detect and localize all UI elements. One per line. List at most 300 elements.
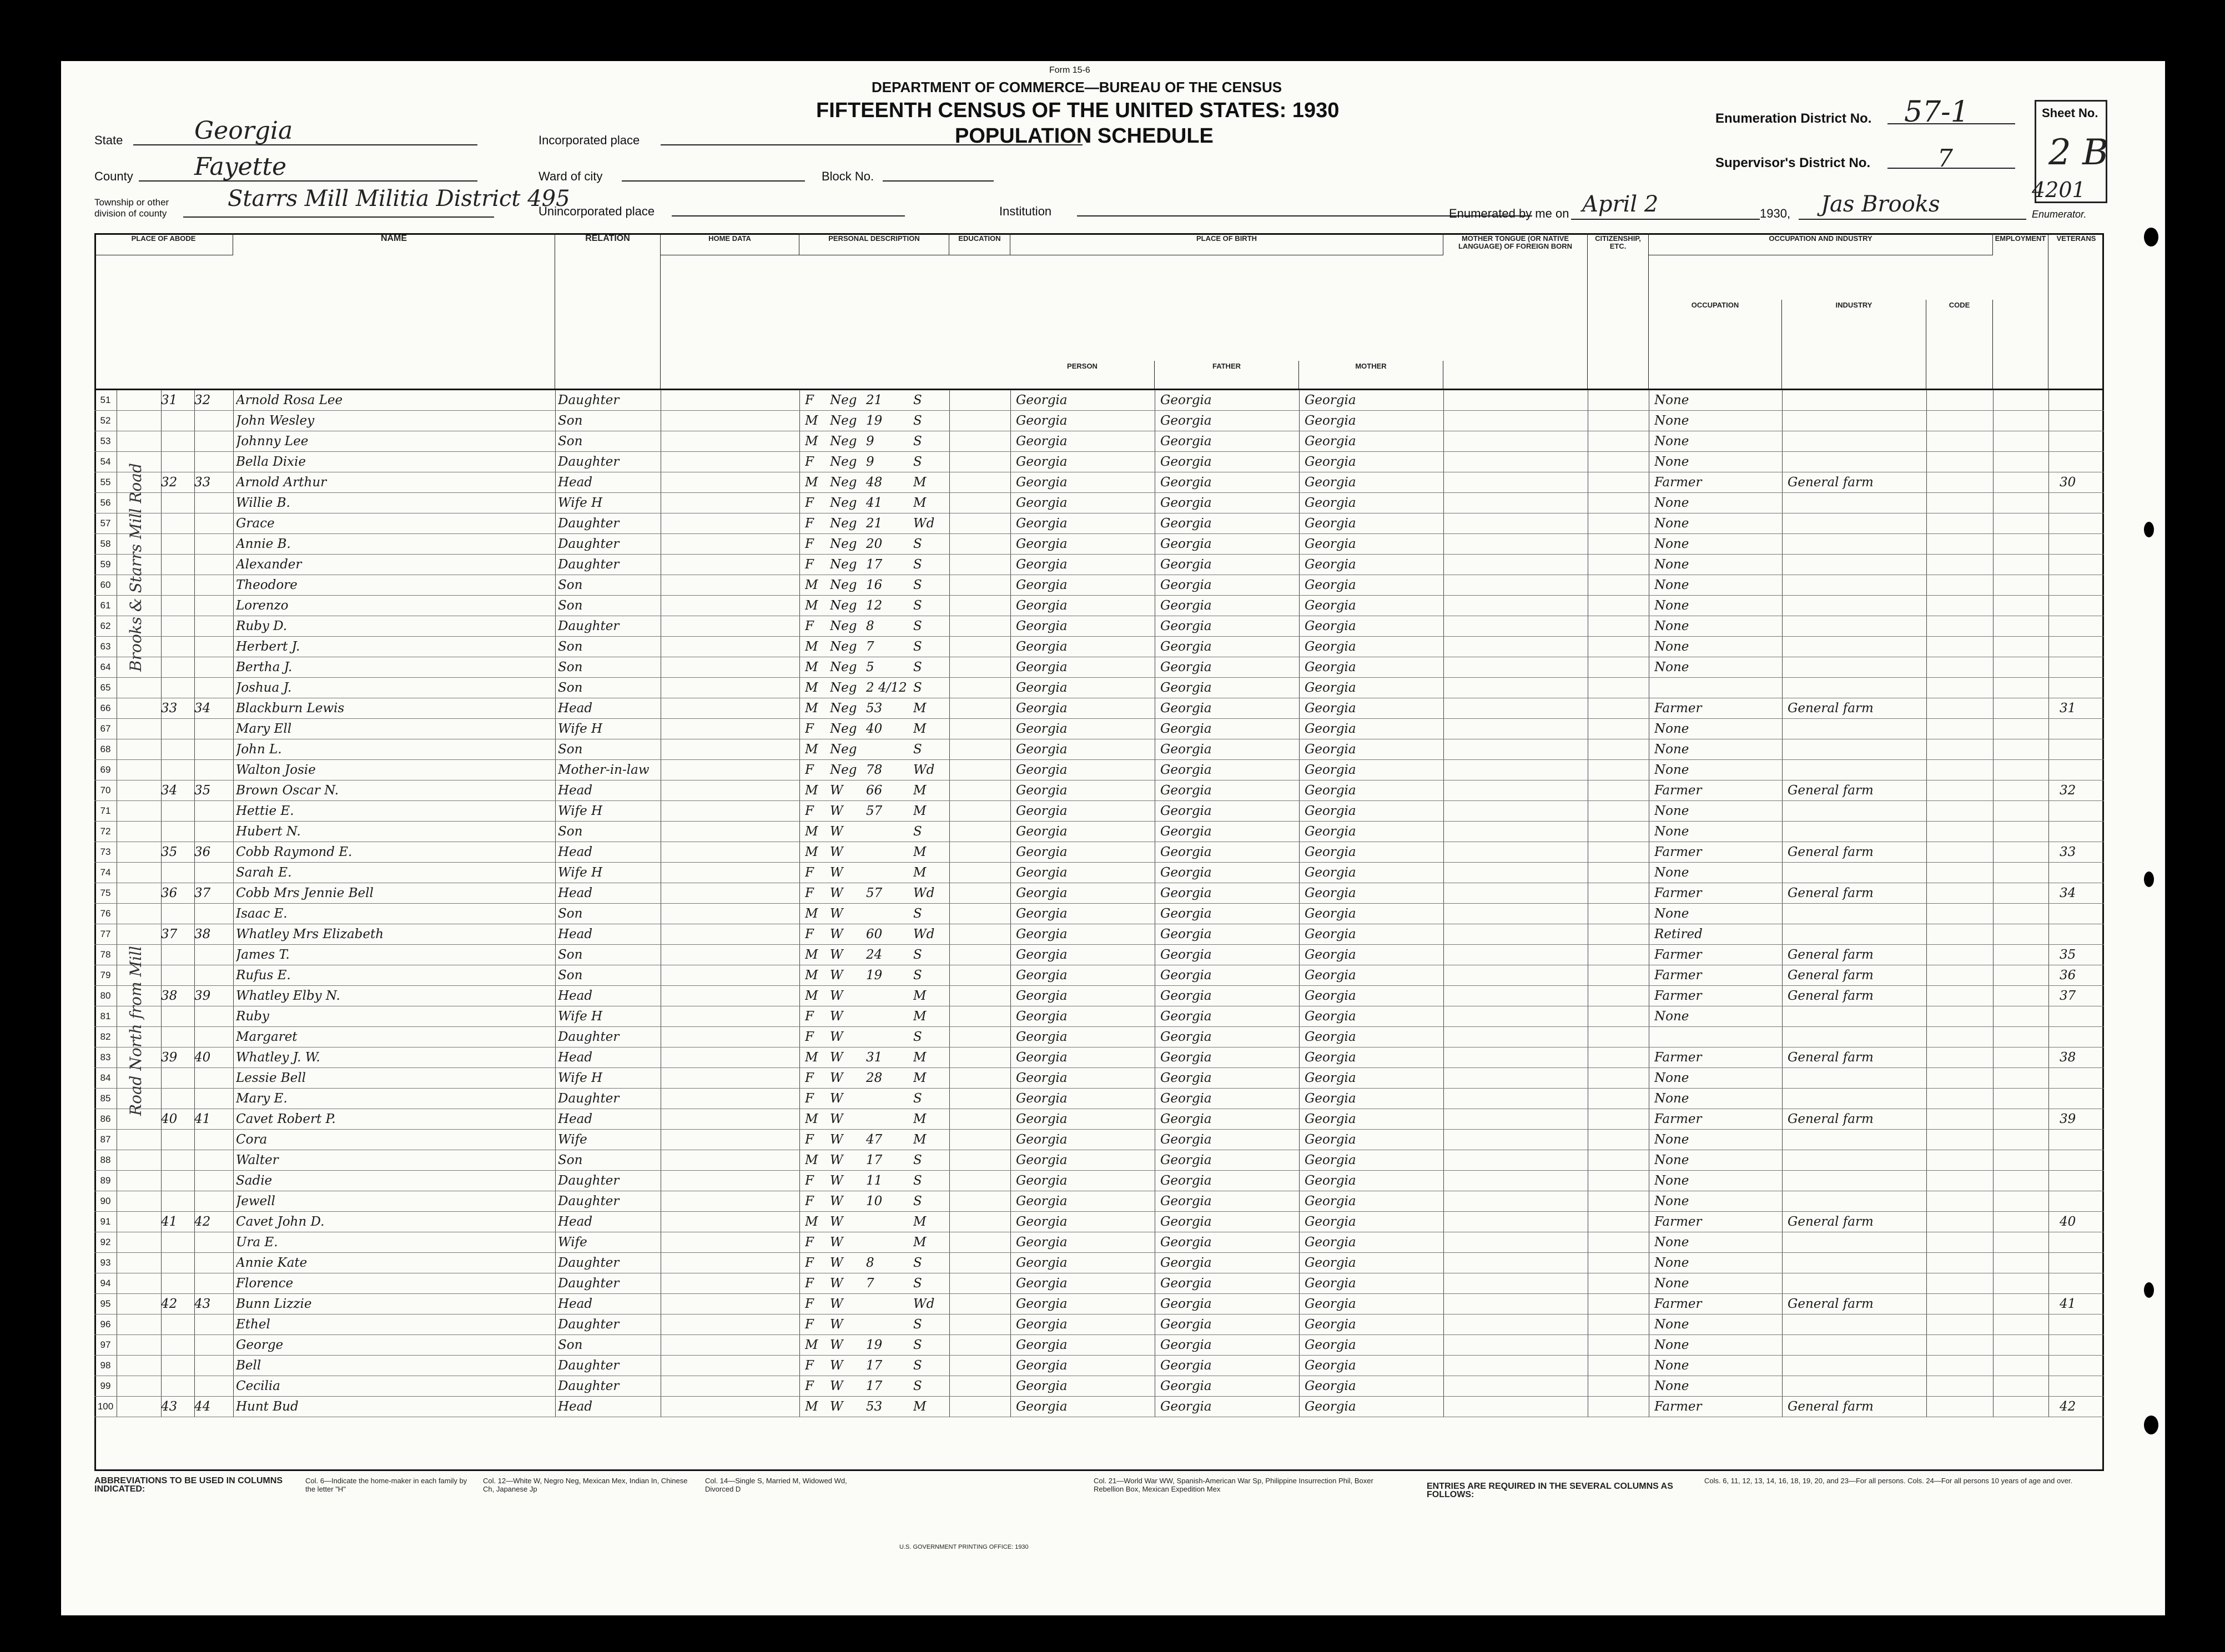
age [866, 844, 910, 860]
line-number: 96 [100, 1319, 111, 1329]
marital-status: S [913, 1276, 922, 1291]
occupation: None [1654, 598, 1689, 613]
industry [1788, 1029, 1924, 1045]
dwelling-number [161, 412, 192, 429]
row-code [2060, 905, 2098, 922]
industry: General farm [1788, 1215, 1874, 1229]
table-row [94, 1355, 2104, 1376]
father-birthplace: Georgia [1160, 1379, 1212, 1393]
father-birthplace: Georgia [1160, 1297, 1212, 1311]
relation: Daughter [558, 1358, 620, 1373]
person-name: Margaret [236, 1030, 298, 1044]
sex: M [805, 681, 818, 695]
race: Neg [830, 598, 857, 613]
table-row [94, 677, 2104, 698]
family-number [194, 721, 228, 737]
line-number: 85 [100, 1093, 111, 1104]
line-number: 63 [100, 641, 111, 652]
marital-status: M [913, 1215, 927, 1229]
age [866, 905, 910, 922]
race: Neg [830, 578, 857, 592]
row-code [2060, 1378, 2098, 1394]
industry: General farm [1788, 1297, 1874, 1311]
relation: Son [558, 660, 583, 674]
person-name: Arnold Arthur [236, 475, 327, 490]
dwelling-number [161, 1234, 192, 1251]
birthplace: Georgia [1016, 968, 1068, 983]
sex: F [805, 1358, 814, 1373]
industry [1788, 803, 1924, 819]
relation: Son [558, 906, 583, 921]
relation: Son [558, 1338, 583, 1352]
occupation: Farmer [1654, 886, 1702, 900]
industry [1788, 1152, 1924, 1169]
family-number: 36 [194, 845, 211, 859]
table-row [94, 739, 2104, 760]
marital-status: Wd [913, 1297, 935, 1311]
family-number [194, 1152, 228, 1169]
relation: Head [558, 475, 593, 490]
mother-birthplace: Georgia [1305, 1050, 1356, 1065]
person-name: Walton Josie [236, 763, 316, 777]
family-number [194, 762, 228, 778]
mother-birthplace: Georgia [1305, 434, 1356, 449]
person-name: Willie B. [236, 496, 290, 510]
person-name: Rufus E. [236, 968, 291, 983]
line-number: 84 [100, 1072, 111, 1083]
father-birthplace: Georgia [1160, 639, 1212, 654]
line-number: 51 [100, 395, 111, 405]
industry [1788, 1008, 1924, 1025]
person-name: Herbert J. [236, 639, 300, 654]
occupation: None [1654, 865, 1689, 880]
line-number: 74 [100, 867, 111, 878]
row-code [2060, 823, 2098, 840]
race: W [830, 804, 843, 818]
age: 9 [866, 455, 874, 469]
table-row [94, 1109, 2104, 1130]
row-code [2060, 1357, 2098, 1374]
table-row [94, 1129, 2104, 1150]
birthplace: Georgia [1016, 783, 1068, 798]
sex: F [805, 804, 814, 818]
row-code: 39 [2060, 1112, 2076, 1126]
race: W [830, 1173, 843, 1188]
marital-status: S [913, 1194, 922, 1208]
mother-birthplace: Georgia [1305, 1317, 1356, 1332]
line-number: 100 [97, 1401, 114, 1412]
occupation: None [1654, 906, 1689, 921]
marital-status: S [913, 639, 922, 654]
sex: F [805, 557, 814, 572]
sex: F [805, 927, 814, 941]
header-place-of-birth: PLACE OF BIRTH [1010, 233, 1443, 255]
birthplace: Georgia [1016, 1071, 1068, 1085]
form-number: Form 15-6 [1049, 66, 1090, 75]
person-name: Bell [236, 1358, 261, 1373]
dwelling-number [161, 433, 192, 450]
table-row [94, 944, 2104, 965]
industry [1788, 392, 1924, 409]
relation: Daughter [558, 1091, 620, 1106]
row-code [2060, 864, 2098, 881]
family-number [194, 679, 228, 696]
birthplace: Georgia [1016, 1215, 1068, 1229]
family-number [194, 1234, 228, 1251]
line-number: 87 [100, 1134, 111, 1145]
occupation: Farmer [1654, 845, 1702, 859]
schedule-title: POPULATION SCHEDULE [955, 124, 1214, 148]
age: 17 [866, 1153, 883, 1167]
marital-status: S [913, 948, 922, 962]
supervisor-label: Supervisor's District No. [1715, 155, 1871, 170]
footer-col21: Col. 21—World War WW, Spanish-American War Sp, Philippine Insurrection Phil, Boxer Rebellion Box, Mexican Expedition Mex [1094, 1477, 1373, 1493]
table-row [94, 1191, 2104, 1212]
mother-birthplace: Georgia [1305, 1009, 1356, 1024]
dwelling-number [161, 1378, 192, 1394]
industry [1788, 1316, 1924, 1333]
mother-birthplace: Georgia [1305, 989, 1356, 1003]
occupation: None [1654, 742, 1689, 757]
table-row [94, 390, 2104, 411]
relation: Head [558, 701, 593, 716]
age: 16 [866, 578, 883, 592]
race: W [830, 865, 843, 880]
table-row [94, 575, 2104, 596]
relation: Daughter [558, 619, 620, 633]
relation: Mother-in-law [558, 763, 650, 777]
age: 40 [866, 722, 883, 736]
table-row [94, 410, 2104, 431]
line-number: 58 [100, 538, 111, 549]
father-birthplace: Georgia [1160, 1153, 1212, 1167]
line-number: 52 [100, 415, 111, 426]
line-number: 83 [100, 1052, 111, 1062]
dwelling-number: 43 [161, 1399, 178, 1414]
marital-status: M [913, 804, 927, 818]
race: W [830, 927, 843, 941]
father-birthplace: Georgia [1160, 906, 1212, 921]
person-name: Hettie E. [236, 804, 294, 818]
family-number [194, 741, 228, 758]
occupation: None [1654, 1009, 1689, 1024]
occupation: None [1654, 414, 1689, 428]
father-birthplace: Georgia [1160, 1317, 1212, 1332]
enumerated-year: 1930, [1760, 206, 1791, 220]
industry [1788, 597, 1924, 614]
relation: Son [558, 824, 583, 839]
sex: M [805, 701, 818, 716]
mother-birthplace: Georgia [1305, 824, 1356, 839]
sheet-value: 2 B [2048, 132, 2109, 173]
person-name: Brown Oscar N. [236, 783, 339, 798]
row-code [2060, 577, 2098, 593]
age: 28 [866, 1071, 883, 1085]
sex: F [805, 1256, 814, 1270]
race: W [830, 1153, 843, 1167]
footer [94, 1477, 2104, 1560]
relation: Son [558, 968, 583, 983]
occupation: Farmer [1654, 968, 1702, 983]
person-name: Cobb Mrs Jennie Bell [236, 886, 374, 900]
age [866, 988, 910, 1004]
industry: General farm [1788, 475, 1874, 490]
race: Neg [830, 722, 857, 736]
father-birthplace: Georgia [1160, 1194, 1212, 1208]
age: 5 [866, 660, 874, 674]
mother-birthplace: Georgia [1305, 948, 1356, 962]
person-name: Whatley Mrs Elizabeth [236, 927, 384, 941]
family-number: 39 [194, 989, 211, 1003]
age: 24 [866, 948, 883, 962]
birthplace: Georgia [1016, 845, 1068, 859]
header-mother: MOTHER [1299, 361, 1443, 389]
mother-birthplace: Georgia [1305, 1256, 1356, 1270]
line-number: 76 [100, 908, 111, 919]
person-name: Cobb Raymond E. [236, 845, 353, 859]
mother-birthplace: Georgia [1305, 763, 1356, 777]
marital-status: M [913, 1399, 927, 1414]
institution-label: Institution [999, 204, 1052, 218]
mother-birthplace: Georgia [1305, 598, 1356, 613]
footer-printer: U.S. GOVERNMENT PRINTING OFFICE: 1930 [899, 1544, 1029, 1550]
father-birthplace: Georgia [1160, 1091, 1212, 1106]
dwelling-number: 37 [161, 927, 178, 941]
marital-status: S [913, 1153, 922, 1167]
mother-birthplace: Georgia [1305, 804, 1356, 818]
occupation: None [1654, 1379, 1689, 1393]
line-number: 78 [100, 949, 111, 960]
father-birthplace: Georgia [1160, 1399, 1212, 1414]
row-code [2060, 1316, 2098, 1333]
line-number: 82 [100, 1031, 111, 1042]
relation: Daughter [558, 455, 620, 469]
birthplace: Georgia [1016, 1358, 1068, 1373]
race: W [830, 1194, 843, 1208]
table-row [94, 616, 2104, 637]
occupation: None [1654, 1194, 1689, 1208]
marital-status: S [913, 1173, 922, 1188]
table-row [94, 1376, 2104, 1397]
occupation: None [1654, 455, 1689, 469]
occupation: None [1654, 1235, 1689, 1250]
marital-status: S [913, 1030, 922, 1044]
binder-hole-bottom [2144, 1416, 2158, 1434]
incorporated-line [661, 144, 1083, 145]
birthplace: Georgia [1016, 1379, 1068, 1393]
age: 31 [866, 1050, 883, 1065]
occupation: None [1654, 1317, 1689, 1332]
birthplace: Georgia [1016, 927, 1068, 941]
relation: Head [558, 1399, 593, 1414]
line-number: 77 [100, 929, 111, 939]
dwelling-number [161, 1090, 192, 1107]
table-row [94, 492, 2104, 513]
occupation: Farmer [1654, 1215, 1702, 1229]
enumerator-label: Enumerator. [2032, 209, 2087, 220]
enumerated-date-line [1571, 219, 1760, 220]
age [866, 1029, 910, 1045]
mother-birthplace: Georgia [1305, 557, 1356, 572]
family-number [194, 1316, 228, 1333]
father-birthplace: Georgia [1160, 1112, 1212, 1126]
family-number: 37 [194, 886, 211, 900]
line-number: 95 [100, 1298, 111, 1309]
dwelling-number [161, 1070, 192, 1086]
father-birthplace: Georgia [1160, 414, 1212, 428]
county-label: County [94, 169, 133, 183]
row-code [2060, 1152, 2098, 1169]
race: Neg [830, 701, 857, 716]
row-code [2060, 741, 2098, 758]
occupation: Retired [1654, 927, 1703, 941]
sex: M [805, 906, 818, 921]
person-name: Sadie [236, 1173, 273, 1188]
marital-status: M [913, 1235, 927, 1250]
row-code: 42 [2060, 1399, 2076, 1414]
occupation: None [1654, 722, 1689, 736]
census-rows [94, 390, 2104, 1417]
family-number [194, 495, 228, 511]
table-row [94, 698, 2104, 719]
age [866, 1090, 910, 1107]
sex: M [805, 1112, 818, 1126]
birthplace: Georgia [1016, 639, 1068, 654]
dwelling-number [161, 946, 192, 963]
dwelling-number [161, 803, 192, 819]
age: 41 [866, 496, 883, 510]
age: 48 [866, 475, 883, 490]
industry: General farm [1788, 1112, 1874, 1126]
sex: M [805, 824, 818, 839]
age: 17 [866, 557, 883, 572]
occupation: None [1654, 1256, 1689, 1270]
age: 20 [866, 537, 883, 551]
binder-hole-mid2 [2144, 872, 2154, 887]
mother-birthplace: Georgia [1305, 906, 1356, 921]
mother-birthplace: Georgia [1305, 537, 1356, 551]
father-birthplace: Georgia [1160, 1358, 1212, 1373]
footer-col9: Col. 6—Indicate the home-maker in each family by the letter "H" [305, 1477, 467, 1493]
birthplace: Georgia [1016, 1132, 1068, 1147]
mother-birthplace: Georgia [1305, 1235, 1356, 1250]
row-code [2060, 412, 2098, 429]
birthplace: Georgia [1016, 455, 1068, 469]
person-name: Bunn Lizzie [236, 1297, 312, 1311]
birthplace: Georgia [1016, 537, 1068, 551]
relation: Son [558, 578, 583, 592]
enum-district-value: 57-1 [1904, 95, 1969, 129]
industry [1788, 1131, 1924, 1148]
mother-birthplace: Georgia [1305, 1132, 1356, 1147]
occupation: None [1654, 619, 1689, 633]
relation: Son [558, 742, 583, 757]
row-code [2060, 597, 2098, 614]
family-number [194, 1193, 228, 1210]
marital-status: S [913, 1358, 922, 1373]
enum-district-label: Enumeration District No. [1715, 111, 1872, 126]
row-code [2060, 1070, 2098, 1086]
relation: Son [558, 681, 583, 695]
father-birthplace: Georgia [1160, 1030, 1212, 1044]
industry: General farm [1788, 701, 1874, 716]
family-number [194, 1008, 228, 1025]
line-number: 94 [100, 1278, 111, 1288]
age: 19 [866, 968, 883, 983]
father-birthplace: Georgia [1160, 1276, 1212, 1291]
birthplace: Georgia [1016, 1112, 1068, 1126]
table-row [94, 513, 2104, 534]
race: Neg [830, 681, 857, 695]
race: Neg [830, 742, 857, 757]
line-number: 79 [100, 970, 111, 980]
sex: M [805, 660, 818, 674]
age: 11 [866, 1173, 883, 1188]
sex: F [805, 1297, 814, 1311]
father-birthplace: Georgia [1160, 516, 1212, 531]
person-name: Alexander [236, 557, 302, 572]
table-row [94, 472, 2104, 493]
occupation: None [1654, 434, 1689, 449]
person-name: Cavet Robert P. [236, 1112, 336, 1126]
person-name: Whatley J. W. [236, 1050, 320, 1065]
relation: Head [558, 927, 593, 941]
person-name: John L. [236, 742, 282, 757]
mother-birthplace: Georgia [1305, 1338, 1356, 1352]
sex: F [805, 1030, 814, 1044]
occupation [1654, 679, 1779, 696]
footer-col12: Col. 12—White W, Negro Neg, Mexican Mex, Indian In, Chinese Ch, Japanese Jp [483, 1477, 688, 1493]
industry [1788, 1090, 1924, 1107]
sex: F [805, 886, 814, 900]
race: Neg [830, 537, 857, 551]
line-number: 60 [100, 580, 111, 590]
father-birthplace: Georgia [1160, 557, 1212, 572]
race: Neg [830, 434, 857, 449]
race: Neg [830, 763, 857, 777]
occupation: Farmer [1654, 701, 1702, 716]
relation: Son [558, 948, 583, 962]
line-number: 64 [100, 662, 111, 672]
mother-birthplace: Georgia [1305, 722, 1356, 736]
sex: F [805, 516, 814, 531]
dwelling-number [161, 1316, 192, 1333]
row-code [2060, 495, 2098, 511]
sex: M [805, 845, 818, 859]
marital-status: S [913, 414, 922, 428]
industry [1788, 1193, 1924, 1210]
mother-birthplace: Georgia [1305, 845, 1356, 859]
father-birthplace: Georgia [1160, 1132, 1212, 1147]
father-birthplace: Georgia [1160, 722, 1212, 736]
relation: Head [558, 1215, 593, 1229]
line-number: 80 [100, 990, 111, 1001]
marital-status: S [913, 1256, 922, 1270]
person-name: Lorenzo [236, 598, 289, 613]
line-number: 66 [100, 703, 111, 713]
mother-birthplace: Georgia [1305, 1091, 1356, 1106]
birthplace: Georgia [1016, 578, 1068, 592]
marital-status: M [913, 496, 927, 510]
ward-line [622, 180, 805, 182]
sex: F [805, 393, 814, 407]
father-birthplace: Georgia [1160, 475, 1212, 490]
industry [1788, 864, 1924, 881]
header-home-data: HOME DATA [661, 233, 799, 255]
age [866, 1316, 910, 1333]
birthplace: Georgia [1016, 598, 1068, 613]
footer-entries-title: ENTRIES ARE REQUIRED IN THE SEVERAL COLUMNS AS FOLLOWS: [1427, 1482, 1673, 1499]
